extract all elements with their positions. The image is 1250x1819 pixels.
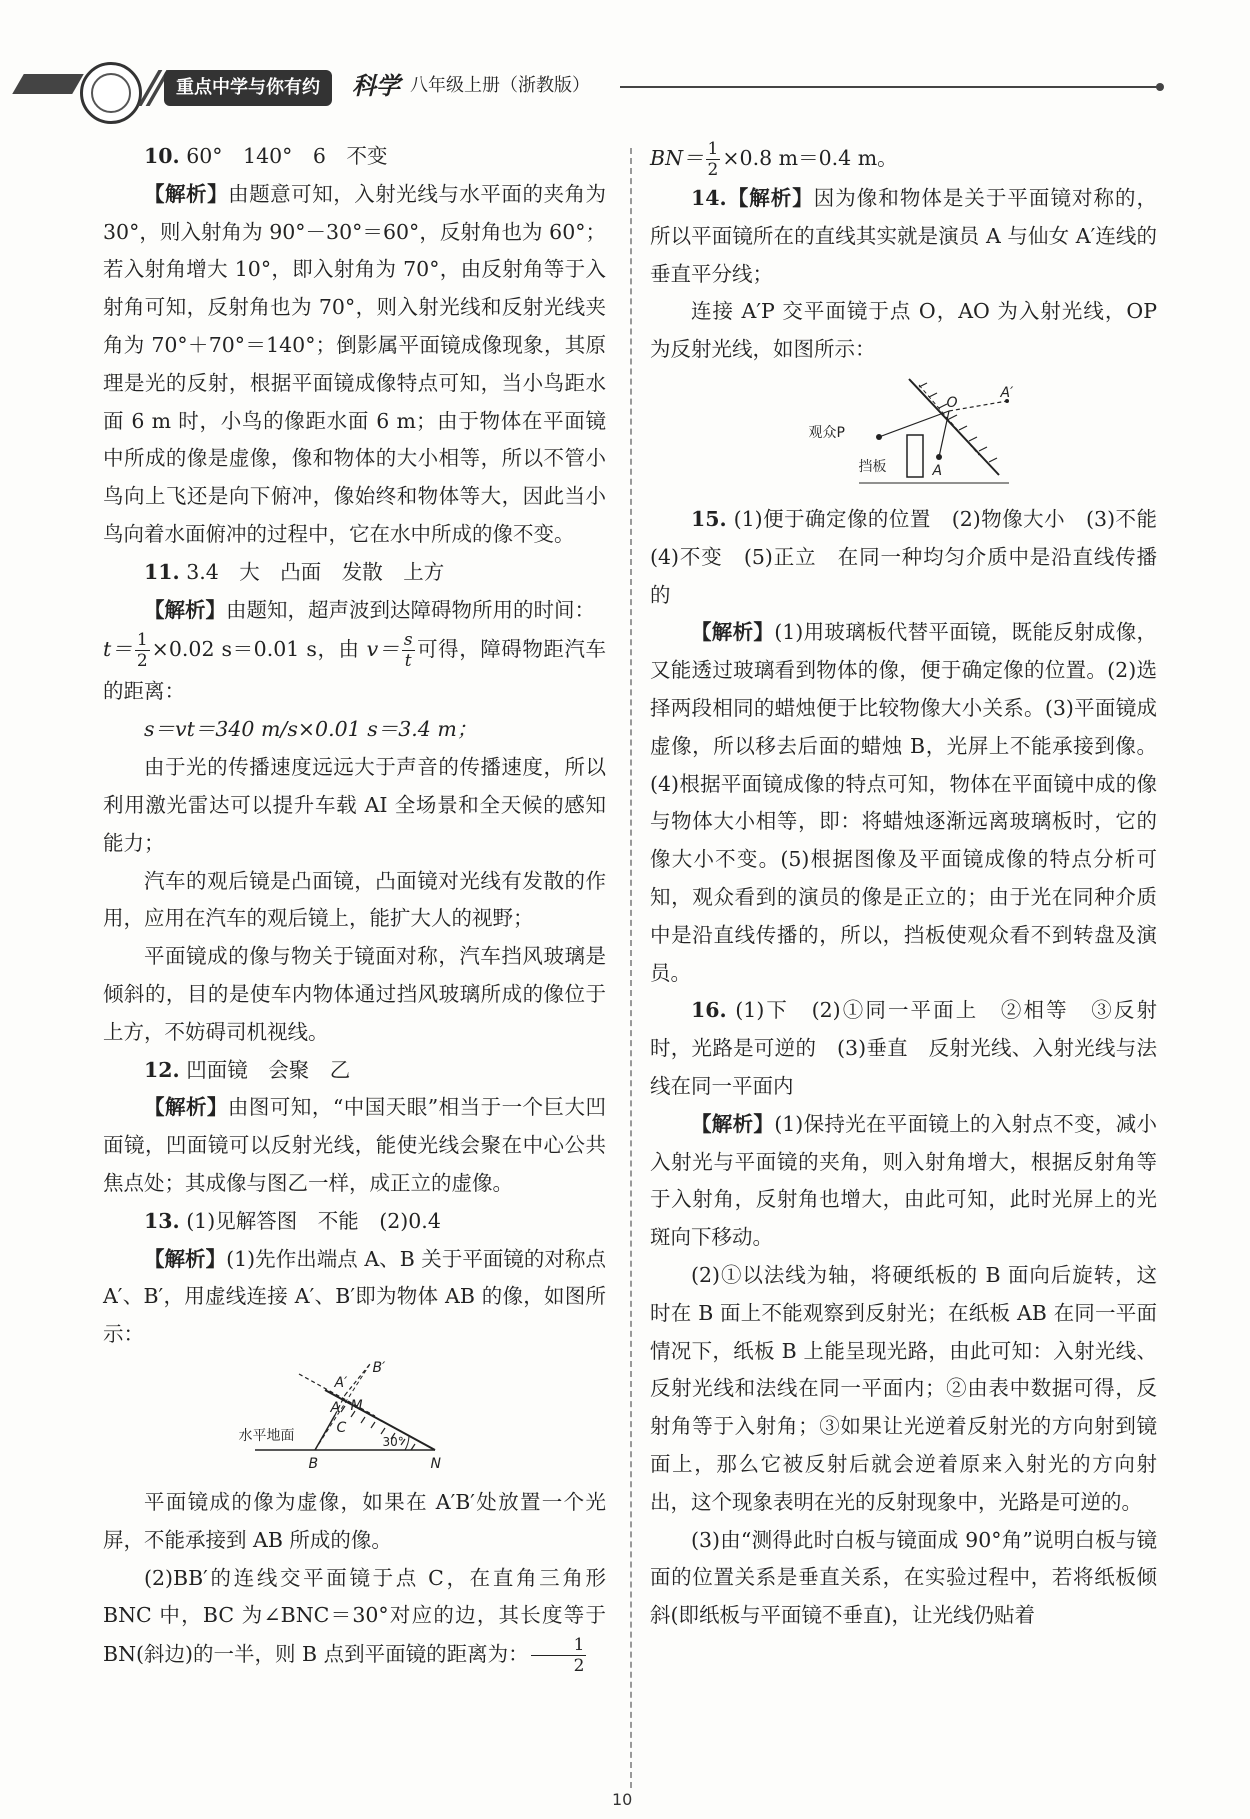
- left-column: [103, 138, 606, 1676]
- label-A: A: [330, 1399, 341, 1416]
- q16-analysis: 【解析】(1)保持光在平面镜上的入射点不变，减小入射光与平面镜的夹角，则入射角增大，根据反射角等于入射角，反射角也增大，由此可知，此时光屏上的光斑向下移动。: [650, 1111, 1157, 1250]
- school-logo-icon: [80, 62, 142, 124]
- label-board: 挡板: [858, 458, 887, 475]
- q11-para2: 由于光的传播速度远远大于声音的传播速度，所以利用激光雷达可以提升车载 AI 全场景和全天候的感知能力；: [103, 755, 606, 855]
- label-A-prime: A′: [334, 1374, 348, 1391]
- page-number: 10: [612, 1790, 633, 1809]
- label-viewer: 观众P: [808, 424, 845, 441]
- label-M: M: [350, 1397, 363, 1414]
- mirror-diagram: [255, 1360, 455, 1478]
- column-divider: [630, 148, 632, 1788]
- right-column: [650, 138, 1178, 1635]
- label-A-2: A: [932, 462, 943, 479]
- q14-analysis: 14.【解析】因为像和物体是关于平面镜对称的，所以平面镜所在的直线其实就是演员 A 与仙女 A′连线的垂直平分线；: [650, 186, 1158, 286]
- q16-para2: (2)①以法线为轴，将硬纸板的 B 面向后旋转，这时在 B 面上不能观察到反射光；在纸板 AB 在同一平面情况下，纸板 B 上能呈现光路，由此可知：入射光线、反射光线和法线在同一平面内；②由表中数据可得，反射角等于入射角；③如果让光逆着反射光的方向射到镜面上，那么它被反射后就会逆着原来入射光的方向射出，这个现象表明在光的反射现象中，光路是可逆的。: [650, 1262, 1157, 1514]
- mirror-diagram-figure: [238, 1359, 455, 1478]
- q11-para4: 平面镜成的像与物关于镜面对称，汽车挡风玻璃是倾斜的，目的是使车内物体通过挡风玻璃所成的像位于上方，不妨碍司机视线。: [103, 944, 606, 1044]
- label-B: B: [308, 1455, 319, 1472]
- page-header: [0, 62, 1250, 132]
- q13-answer: 13. (1)见解答图 不能 (2)0.4: [144, 1208, 441, 1233]
- q16-para3: (3)由“测得此时白板与镜面成 90°角”说明白板与镜面的位置关系是垂直关系，在实验过程中，若将纸板倾斜(即纸板与平面镜不垂直)，让光线仍贴着: [650, 1527, 1157, 1628]
- grade-label: 八年级上册（浙教版）: [410, 75, 590, 96]
- label-N: N: [430, 1455, 441, 1472]
- subject-title: 科学: [352, 71, 400, 100]
- header-stripe: [12, 74, 84, 94]
- q11-equation: s＝vt＝340 m/s×0.01 s＝3.4 m；: [144, 717, 478, 742]
- fraction-half-2: $\frac{1}{2}$: [531, 1635, 587, 1676]
- label-O: O: [946, 394, 958, 411]
- stage-diagram-figure: [789, 375, 1019, 495]
- bn-equation: BN＝ $\frac{1}{2}$ ×0.8 m＝0.4 m。: [650, 139, 898, 180]
- fraction-s-over-t: $\frac{s}{t}$: [403, 630, 413, 672]
- fraction-half: $\frac{1}{2}$: [136, 630, 148, 672]
- q11-analysis: 【解析】由题知，超声波到达障碍物所用的时间：: [144, 597, 595, 622]
- q10-analysis: 【解析】由题意可知，入射光线与水平面的夹角为 30°，则入射角为 90°－30°＝60°，反射角也为 60°；若入射角增大 10°，即入射角为 70°，由反射角等于入射角可知，反射角也为 70°，则入射光线和反射光线夹角为 70°＋70°＝140°；倒影属平面镜成像现象，其原理是光的反射，根据平面镜成像特点可知，当小鸟距水面 6 m 时，小鸟的像距水面 6 m；由于物体在平面镜中所成的像是虚像，像和物体的大小相等，所以不管小鸟向上飞还是向下俯冲，像始终和物体等大，因此当小鸟向着水面俯冲的过程中，它在水中所成的像不变。: [103, 181, 607, 546]
- q11-para3: 汽车的观后镜是凸面镜，凸面镜对光线有发散的作用，应用在汽车的观后镜上，能扩大人的视野；: [103, 868, 606, 931]
- header-rule: [620, 86, 1160, 88]
- q11-formula: t＝ $\frac{1}{2}$ ×0.02 s＝0.01 s，由 v＝ $\frac{s}{t}$ 可得，障碍物距汽车的距离：: [103, 630, 606, 704]
- header-dot: [1156, 83, 1164, 91]
- fraction-half-3: $\frac{1}{2}$: [707, 139, 719, 180]
- label-C: C: [336, 1419, 347, 1436]
- q15-analysis: 【解析】(1)用玻璃板代替平面镜，既能反射成像，又能透过玻璃看到物体的像，便于确定像的位置。(2)选择两段相同的蜡烛便于比较物像大小关系。(3)平面镜成虚像，所以移去后面的蜡烛 B，光屏上不能承接到像。(4)根据平面镜成像的特点可知，物体在平面镜中成的像与物体大小相等，即：将蜡烛逐渐远离玻璃板时，它的像大小不变。(5)根据图像及平面镜成像的特点分析可知，观众看到的演员的像是正立的；由于光在同种介质中是沿直线传播的，所以，挡板使观众看不到转盘及演员。: [650, 620, 1157, 985]
- q12-analysis: 【解析】由图可知，“中国天眼”相当于一个巨大凹面镜，凹面镜可以反射光线，能使光线会聚在中心公共焦点处；其成像与图乙一样，成正立的虚像。: [103, 1095, 606, 1195]
- q14-para2: 连接 A′P 交平面镜于点 O，AO 为入射光线，OP 为反射光线，如图所示：: [650, 299, 1157, 362]
- label-ground: 水平地面: [238, 1427, 295, 1444]
- q13-para3: (2)BB′的连线交平面镜于点 C，在直角三角形 BNC 中，BC 为∠BNC＝30°对应的边，其长度等于 BN(斜边)的一半，则 B 点到平面镜的距离为： $\frac{1}{2}$: [103, 1565, 606, 1677]
- q11-answer: 11. 3.4 大 凸面 发散 上方: [144, 559, 445, 584]
- q10-answer: 10. 60° 140° 6 不变: [144, 144, 388, 168]
- q12-answer: 12. 凹面镜 会聚 乙: [144, 1057, 351, 1082]
- series-title: 重点中学与你有约: [164, 70, 332, 106]
- q16-answer: 16. (1)下 (2)①同一平面上 ②相等 ③反射时，光路是可逆的 (3)垂直 反射光线、入射光线与法线在同一平面内: [650, 998, 1157, 1098]
- q13-analysis: 【解析】(1)先作出端点 A、B 关于平面镜的对称点 A′、B′，用虚线连接 A′、B′即为物体 AB 的像，如图所示：: [103, 1246, 606, 1347]
- label-angle: 30°: [382, 1434, 404, 1449]
- q13-para2: 平面镜成的像为虚像，如果在 A′B′处放置一个光屏，不能承接到 AB 所成的像。: [103, 1489, 606, 1552]
- label-B-prime: B′: [372, 1359, 386, 1376]
- q15-answer: 15. (1)便于确定像的位置 (2)物像大小 (3)不能 (4)不变 (5)正立 在同一种均匀介质中是沿直线传播的: [650, 506, 1178, 607]
- label-A-prime-2: A′: [1000, 384, 1014, 401]
